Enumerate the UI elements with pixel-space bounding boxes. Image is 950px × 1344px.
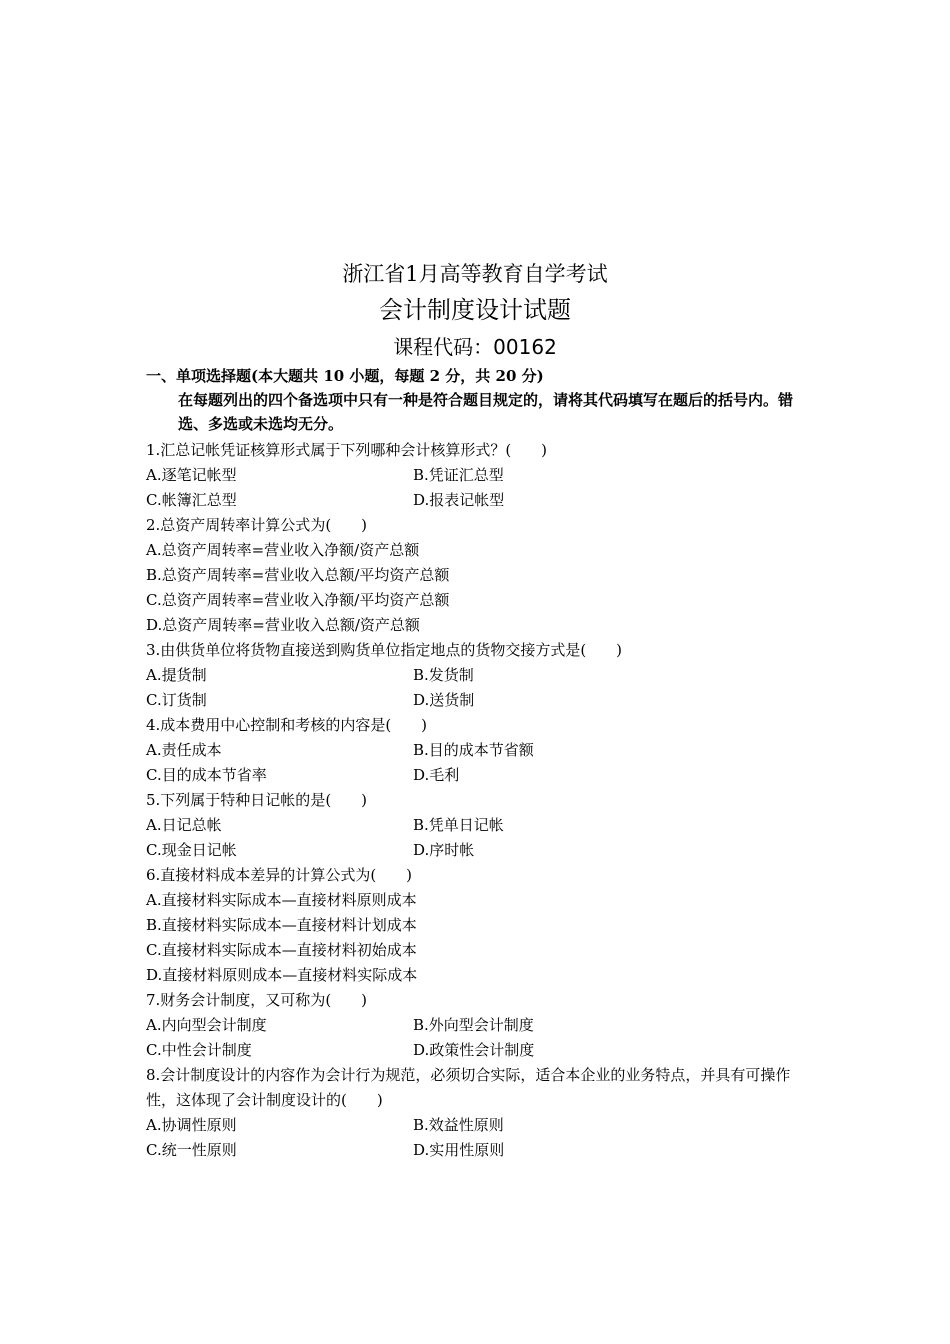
question-4-stem: 4.成本费用中心控制和考核的内容是( ) [146, 716, 428, 734]
section-heading: 一、单项选择题(本大题共 10 小题，每题 2 分，共 20 分) [146, 367, 544, 385]
question-5-option-a: A.日记总帐 [146, 816, 222, 834]
question-4-options-row-1 [146, 738, 810, 763]
question-2-option-c: C.总资产周转率=营业收入净额/平均资产总额 [146, 591, 450, 609]
question-8-option-c: C.统一性原则 [146, 1141, 237, 1159]
question-3-options-row-1 [146, 663, 810, 688]
question-7-options-row-2 [146, 1038, 810, 1063]
exam-body [146, 364, 810, 1163]
question-2-stem: 2.总资产周转率计算公式为( ) [146, 516, 368, 534]
question-2-option-d: D.总资产周转率=营业收入总额/资产总额 [146, 616, 420, 634]
question-7-option-c: C.中性会计制度 [146, 1041, 252, 1059]
question-6-option-a: A.直接材料实际成本—直接材料原则成本 [146, 891, 417, 909]
question-8-option-a: A.协调性原则 [146, 1116, 237, 1134]
question-4-option-b: B.目的成本节省额 [413, 741, 534, 759]
section-instruction: 在每题列出的四个备选项中只有一种是符合题目规定的，请将其代码填写在题后的括号内。错选、多选或未选均无分。 [178, 391, 794, 433]
question-5-options-row-1 [146, 813, 810, 838]
question-3-option-c: C.订货制 [146, 691, 207, 709]
question-7-stem: 7.财务会计制度，又可称为( ) [146, 991, 368, 1009]
question-4-options-row-2 [146, 763, 810, 788]
question-3-option-d: D.送货制 [413, 691, 475, 709]
question-4-option-d: D.毛利 [413, 766, 460, 784]
question-5-option-d: D.序时帐 [413, 841, 475, 859]
question-8-stem: 8.会计制度设计的内容作为会计行为规范，必须切合实际，适合本企业的业务特点，并具有可操作性，这体现了会计制度设计的( ) [146, 1066, 791, 1109]
question-8-option-d: D.实用性原则 [413, 1141, 505, 1159]
question-8-options-row-1 [146, 1113, 810, 1138]
question-8-option-b: B.效益性原则 [413, 1116, 504, 1134]
question-5-option-c: C.现金日记帐 [146, 841, 237, 859]
exam-header [0, 258, 950, 364]
question-2-option-a: A.总资产周转率=营业收入净额/资产总额 [146, 541, 420, 559]
question-5-stem: 5.下列属于特种日记帐的是( ) [146, 791, 368, 809]
exam-title-line1: 浙江省1月高等教育自学考试 [342, 262, 608, 286]
question-4-option-a: A.责任成本 [146, 741, 222, 759]
question-3-option-b: B.发货制 [413, 666, 474, 684]
question-7-option-d: D.政策性会计制度 [413, 1041, 535, 1059]
question-4-option-c: C.目的成本节省率 [146, 766, 267, 784]
question-1-stem: 1.汇总记帐凭证核算形式属于下列哪种会计核算形式？( ) [146, 441, 548, 459]
question-3-stem: 3.由供货单位将货物直接送到购货单位指定地点的货物交接方式是( ) [146, 641, 623, 659]
question-1-options-row-1 [146, 463, 810, 488]
question-3-options-row-2 [146, 688, 810, 713]
question-1-options-row-2 [146, 488, 810, 513]
question-6-option-c: C.直接材料实际成本—直接材料初始成本 [146, 941, 417, 959]
question-1-option-a: A.逐笔记帐型 [146, 466, 237, 484]
question-2-option-b: B.总资产周转率=营业收入总额/平均资产总额 [146, 566, 450, 584]
question-3-option-a: A.提货制 [146, 666, 207, 684]
question-7-option-b: B.外向型会计制度 [413, 1016, 534, 1034]
question-7-option-a: A.内向型会计制度 [146, 1016, 267, 1034]
question-6-stem: 6.直接材料成本差异的计算公式为( ) [146, 866, 413, 884]
question-7-options-row-1 [146, 1013, 810, 1038]
question-1-option-c: C.帐簿汇总型 [146, 491, 237, 509]
course-code: 课程代码：00162 [393, 335, 557, 359]
question-1-option-b: B.凭证汇总型 [413, 466, 504, 484]
question-5-options-row-2 [146, 838, 810, 863]
question-6-option-b: B.直接材料实际成本—直接材料计划成本 [146, 916, 417, 934]
question-1-option-d: D.报表记帐型 [413, 491, 505, 509]
question-8-options-row-2 [146, 1138, 810, 1163]
question-5-option-b: B.凭单日记帐 [413, 816, 504, 834]
exam-title-line2: 会计制度设计试题 [379, 296, 571, 324]
question-6-option-d: D.直接材料原则成本—直接材料实际成本 [146, 966, 418, 984]
